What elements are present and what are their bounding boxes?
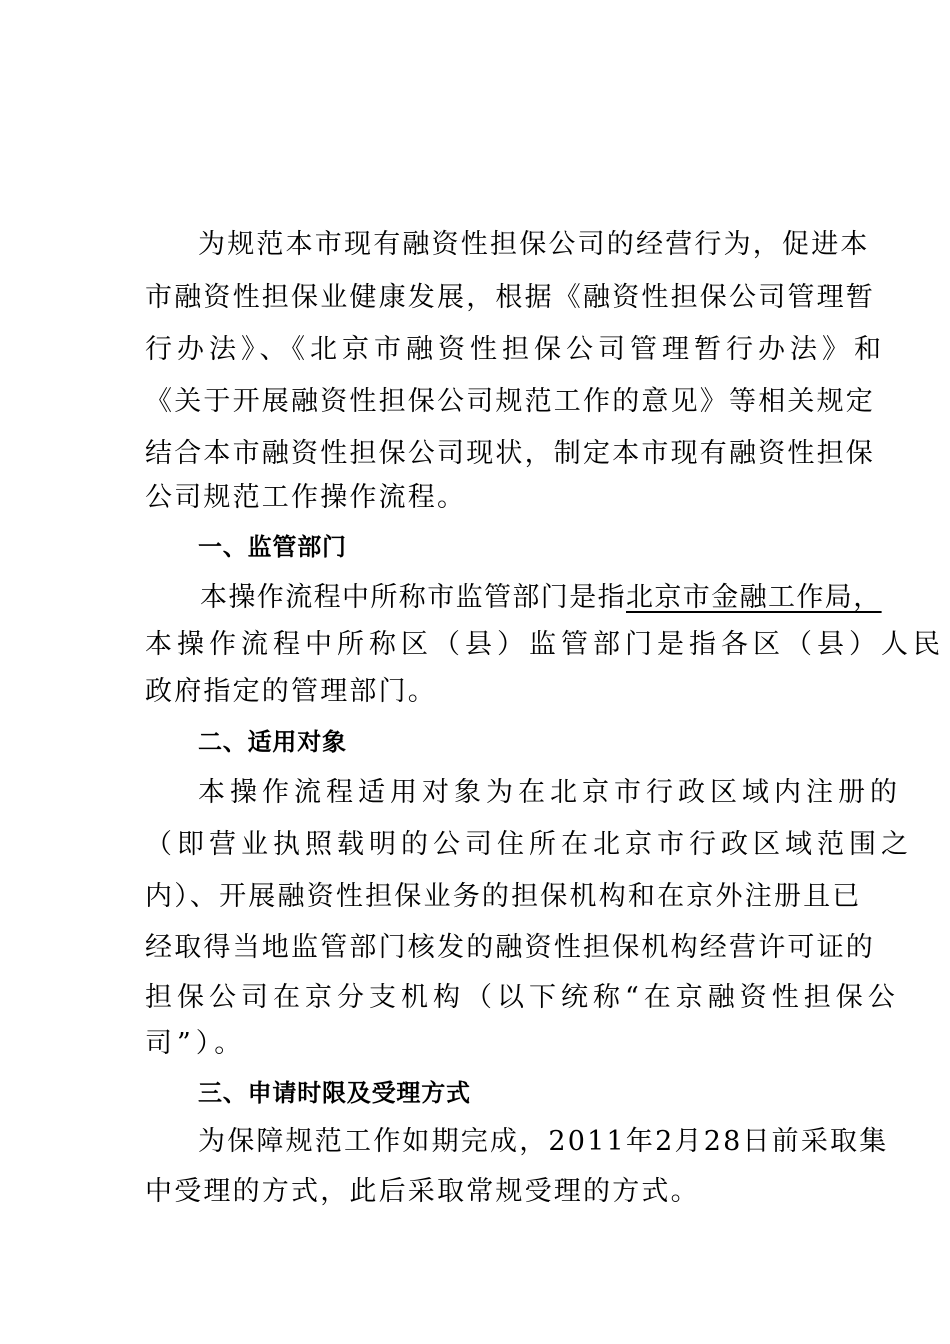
section-1-line-1-text: 本操作流程中所称市监管部门是指 bbox=[200, 582, 626, 613]
intro-line-2: 市融资性担保业健康发展，根据《融资性担保公司管理暂 bbox=[145, 282, 875, 313]
section-heading-scope: 二、适用对象 bbox=[198, 728, 347, 756]
intro-line-5: 结合本市融资性担保公司现状，制定本市现有融资性担保 bbox=[145, 438, 875, 469]
supervisor-name-underlined: 北京市金融工作局， bbox=[626, 582, 882, 613]
section-heading-supervision: 一、监管部门 bbox=[198, 533, 347, 561]
intro-line-6: 公司规范工作操作流程。 bbox=[145, 482, 467, 513]
section-2-line-1: 本操作流程适用对象为在北京市行政区域内注册的 bbox=[198, 777, 902, 808]
section-3-line-1: 为保障规范工作如期完成，2011年2月28日前采取集 bbox=[198, 1126, 889, 1157]
section-heading-timing: 三、申请时限及受理方式 bbox=[198, 1079, 471, 1107]
section-1-line-3: 政府指定的管理部门。 bbox=[145, 676, 437, 707]
section-2-line-6: 司”）。 bbox=[145, 1028, 247, 1059]
intro-line-4: 《关于开展融资性担保公司规范工作的意见》等相关规定 bbox=[145, 386, 875, 417]
section-2-line-2: （即营业执照载明的公司住所在北京市行政区域范围之 bbox=[145, 829, 913, 860]
intro-line-1: 为规范本市现有融资性担保公司的经营行为，促进本 bbox=[198, 229, 870, 260]
section-1-line-1 bbox=[200, 578, 882, 618]
intro-line-3: 行办法》、《北京市融资性担保公司管理暂行办法》和 bbox=[145, 334, 886, 365]
section-3-line-2: 中受理的方式，此后采取常规受理的方式。 bbox=[145, 1176, 700, 1207]
section-2-line-5: 担保公司在京分支机构（以下统称“在京融资性担保公 bbox=[145, 982, 900, 1013]
section-1-line-2: 本操作流程中所称区（县）监管部门是指各区（县）人民 bbox=[145, 629, 945, 660]
section-2-line-3: 内）、开展融资性担保业务的担保机构和在京外注册且已 bbox=[145, 881, 862, 912]
section-2-line-4: 经取得当地监管部门核发的融资性担保机构经营许可证的 bbox=[145, 932, 875, 963]
